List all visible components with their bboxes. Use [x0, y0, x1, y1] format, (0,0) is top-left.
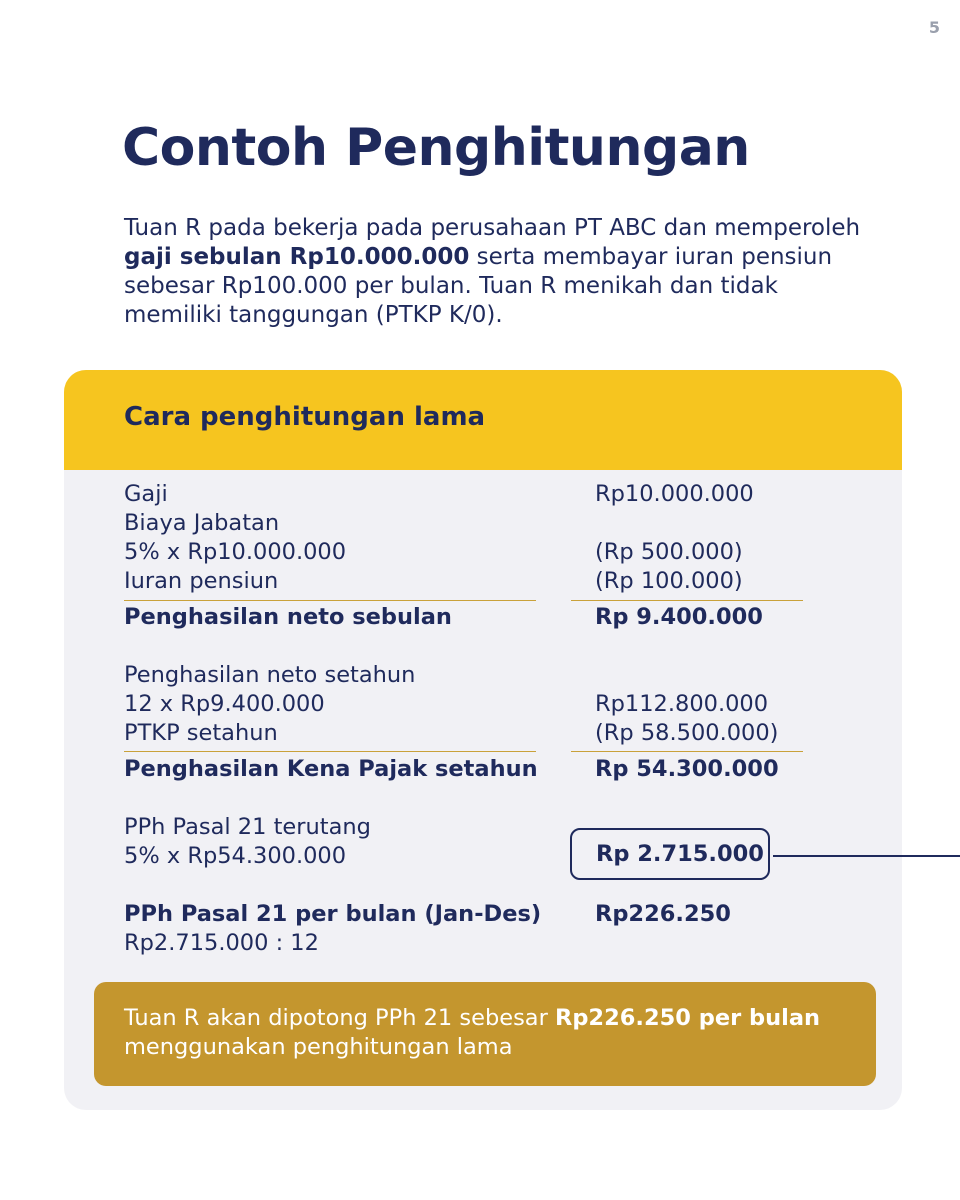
divider-left-1 — [124, 600, 536, 601]
row-label-pph-bulan: PPh Pasal 21 per bulan (Jan-Des) — [124, 901, 542, 927]
row-value-gaji: Rp10.000.000 — [595, 481, 754, 507]
row-label-gaji: Gaji — [124, 481, 168, 507]
row-label-biaya-jabatan: Biaya Jabatan — [124, 510, 280, 536]
summary-box — [94, 982, 876, 1086]
intro-paragraph — [124, 214, 864, 330]
row-label-pph-calc: 5% x Rp54.300.000 — [124, 843, 347, 869]
row-label-pph-bulan-calc: Rp2.715.000 : 12 — [124, 930, 319, 956]
row-label-pkp: Penghasilan Kena Pajak setahun — [124, 756, 538, 782]
card-title: Cara penghitungan lama — [124, 402, 486, 432]
summary-text — [124, 1004, 864, 1062]
connector-line — [773, 855, 960, 857]
row-value-biaya-calc: (Rp 500.000) — [595, 539, 743, 565]
summary-text-bold: Rp226.250 per bulan — [555, 1005, 821, 1031]
summary-text-1: Tuan R akan dipotong PPh 21 sebesar — [124, 1005, 555, 1031]
divider-right-2 — [571, 751, 803, 752]
highlight-box — [570, 828, 770, 880]
row-value-pph-calc: Rp 2.715.000 — [596, 841, 764, 867]
row-value-pkp: Rp 54.300.000 — [595, 756, 779, 782]
page-title: Contoh Penghitungan — [122, 118, 750, 178]
summary-text-2: menggunakan penghitungan lama — [124, 1034, 513, 1060]
divider-left-2 — [124, 751, 536, 752]
row-value-neto-calc: Rp112.800.000 — [595, 691, 769, 717]
card-header — [64, 370, 902, 470]
row-value-neto-bulan: Rp 9.400.000 — [595, 604, 763, 630]
row-label-neto-tahun: Penghasilan neto setahun — [124, 662, 416, 688]
intro-text-bold: gaji sebulan Rp10.000.000 — [124, 244, 470, 270]
intro-text-1: Tuan R pada bekerja pada perusahaan PT ABC dan memperoleh — [124, 215, 861, 241]
row-value-iuran: (Rp 100.000) — [595, 568, 743, 594]
row-label-iuran: Iuran pensiun — [124, 568, 279, 594]
intro-text-2: serta membayar iuran pensiun sebesar Rp100.000 per bulan. Tuan R menikah dan tidak memiliki tanggungan (PTKP K/0). — [124, 244, 833, 328]
row-label-ptkp: PTKP setahun — [124, 720, 278, 746]
divider-right-1 — [571, 600, 803, 601]
calculation-card — [64, 370, 902, 1110]
row-label-neto-calc: 12 x Rp9.400.000 — [124, 691, 325, 717]
page-number: 5 — [928, 18, 940, 37]
row-value-ptkp: (Rp 58.500.000) — [595, 720, 779, 746]
row-label-neto-bulan: Penghasilan neto sebulan — [124, 604, 452, 630]
row-value-pph-bulan: Rp226.250 — [595, 901, 731, 927]
row-label-biaya-calc: 5% x Rp10.000.000 — [124, 539, 347, 565]
row-label-pph-terutang: PPh Pasal 21 terutang — [124, 814, 371, 840]
